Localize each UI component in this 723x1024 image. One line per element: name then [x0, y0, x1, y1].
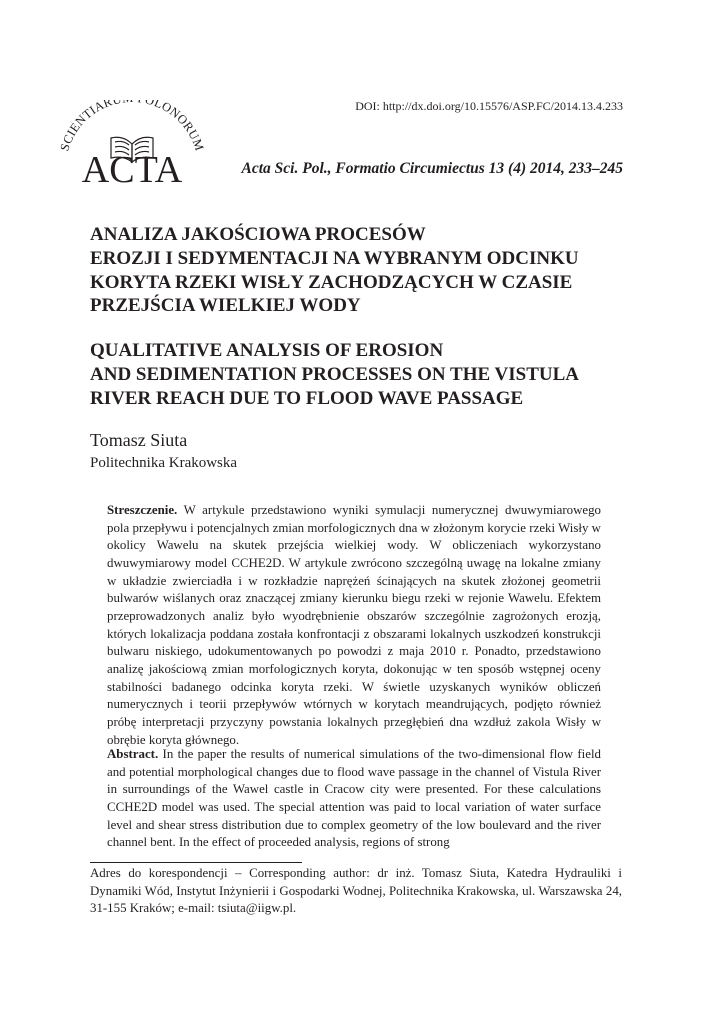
doi-line: DOI: http://dx.doi.org/10.15576/ASP.FC/2014.13.4.233 [355, 99, 623, 113]
streszczenie-paragraph [107, 502, 601, 749]
abstract-paragraph [107, 746, 601, 852]
correspondence-footnote: Adres do korespondencji – Corresponding author: dr inż. Tomasz Siuta, Katedra Hydrauliki i Dynamiki Wód, Instytut Inżynierii i Gospodarki Wodnej, Politechnika Krakowska, ul. Warszawska 24, 31-155 Kraków; e-mail: tsiuta@iigw.pl. [90, 866, 622, 916]
title-polish-line: ANALIZA JAKOŚCIOWA PROCESÓW [90, 224, 426, 245]
author-affiliation: Politechnika Krakowska [90, 455, 238, 471]
title-english [90, 339, 630, 410]
abstract-text: In the paper the results of numerical simulations of the two-dimensional flow field and potential morphological changes due to flood wave passage in the channel of Vistula River in surroundings of the Wawel castle in Cracow city were presented. For these calculations CCHE2D model was used. The special attention was paid to local variation of water surface level and shear stress distribution due to complex geometry of the low boulevard and the river channel bent. In the effect of proceeded analysis, regions of strong [107, 747, 601, 850]
abstract-label: Abstract. [107, 747, 159, 761]
title-english-line: AND SEDIMENTATION PROCESSES ON THE VISTULA [90, 363, 580, 385]
footnote-divider [90, 862, 302, 863]
acta-logo-graphic [57, 100, 213, 184]
logo-word: ACTA [81, 149, 183, 184]
title-polish [90, 223, 630, 318]
streszczenie-label: Streszczenie. [107, 503, 178, 517]
journal-logo [57, 100, 213, 184]
title-polish-line: EROZJI I SEDYMENTACJI NA WYBRANYM ODCINKU [90, 247, 579, 269]
streszczenie-text: W artykule przedstawiono wyniki symulacji numerycznej dwuwymiarowego pola przepływu i potencjalnych zmian morfologicznych dna w złożonym korycie rzeki Wisły w okolicy Wawelu na skutek przejścia wielkiej wody. W obliczeniach wykorzystano dwuwymiarowy model CCHE2D. W artykule zwrócono szczególną uwagę na lokalne zmiany w układzie zwierciadła i w rozkładzie naprężeń ścinających na skutek złożonej geometrii bulwarów wiślanych oraz znaczącej zmiany kierunku biegu rzeki w rejonie Wawelu. Efektem przeprowadzonych analiz było wyodrębnienie obszarów szczególnie zagrożonych erozją, których lokalizacja poddana została konfrontacji z obszarami lokalnych uszkodzeń konstrukcji bulwaru niskiego, udokumentowanych po powodzi z maja 2010 r. Ponadto, przedstawiono analizę jakościową zmian morfologicznych koryta, dokonując w ten sposób wstępnej oceny stabilności badanego odcinka koryta rzeki. W świetle uzyskanych wyników obliczeń numerycznych i teorii przepływów wtórnych w korytach meandrujących, podjęto również próbę interpretacji przyczyny powstania lokalnych przegłębień dna wzdłuż zakola Wisły w obrębie koryta głównego. [107, 503, 601, 747]
logo-arc-textpath: SCIENTIAR OLONORUM [57, 100, 207, 153]
title-polish-line: PRZEJŚCIA WIELKIEJ WODY [90, 295, 361, 317]
title-polish-line: KORYTA RZEKI WISŁY ZACHODZĄCYCH W CZASIE [90, 271, 573, 293]
title-english-line: QUALITATIVE ANALYSIS OF EROSION [90, 340, 444, 361]
title-english-line: RIVER REACH DUE TO FLOOD WAVE PASSAGE [90, 387, 524, 409]
author-name: Tomasz Siuta [90, 430, 188, 450]
journal-citation: Acta Sci. Pol., Formatio Circumiectus 13 (4) 2014, 233–245 [241, 160, 623, 177]
